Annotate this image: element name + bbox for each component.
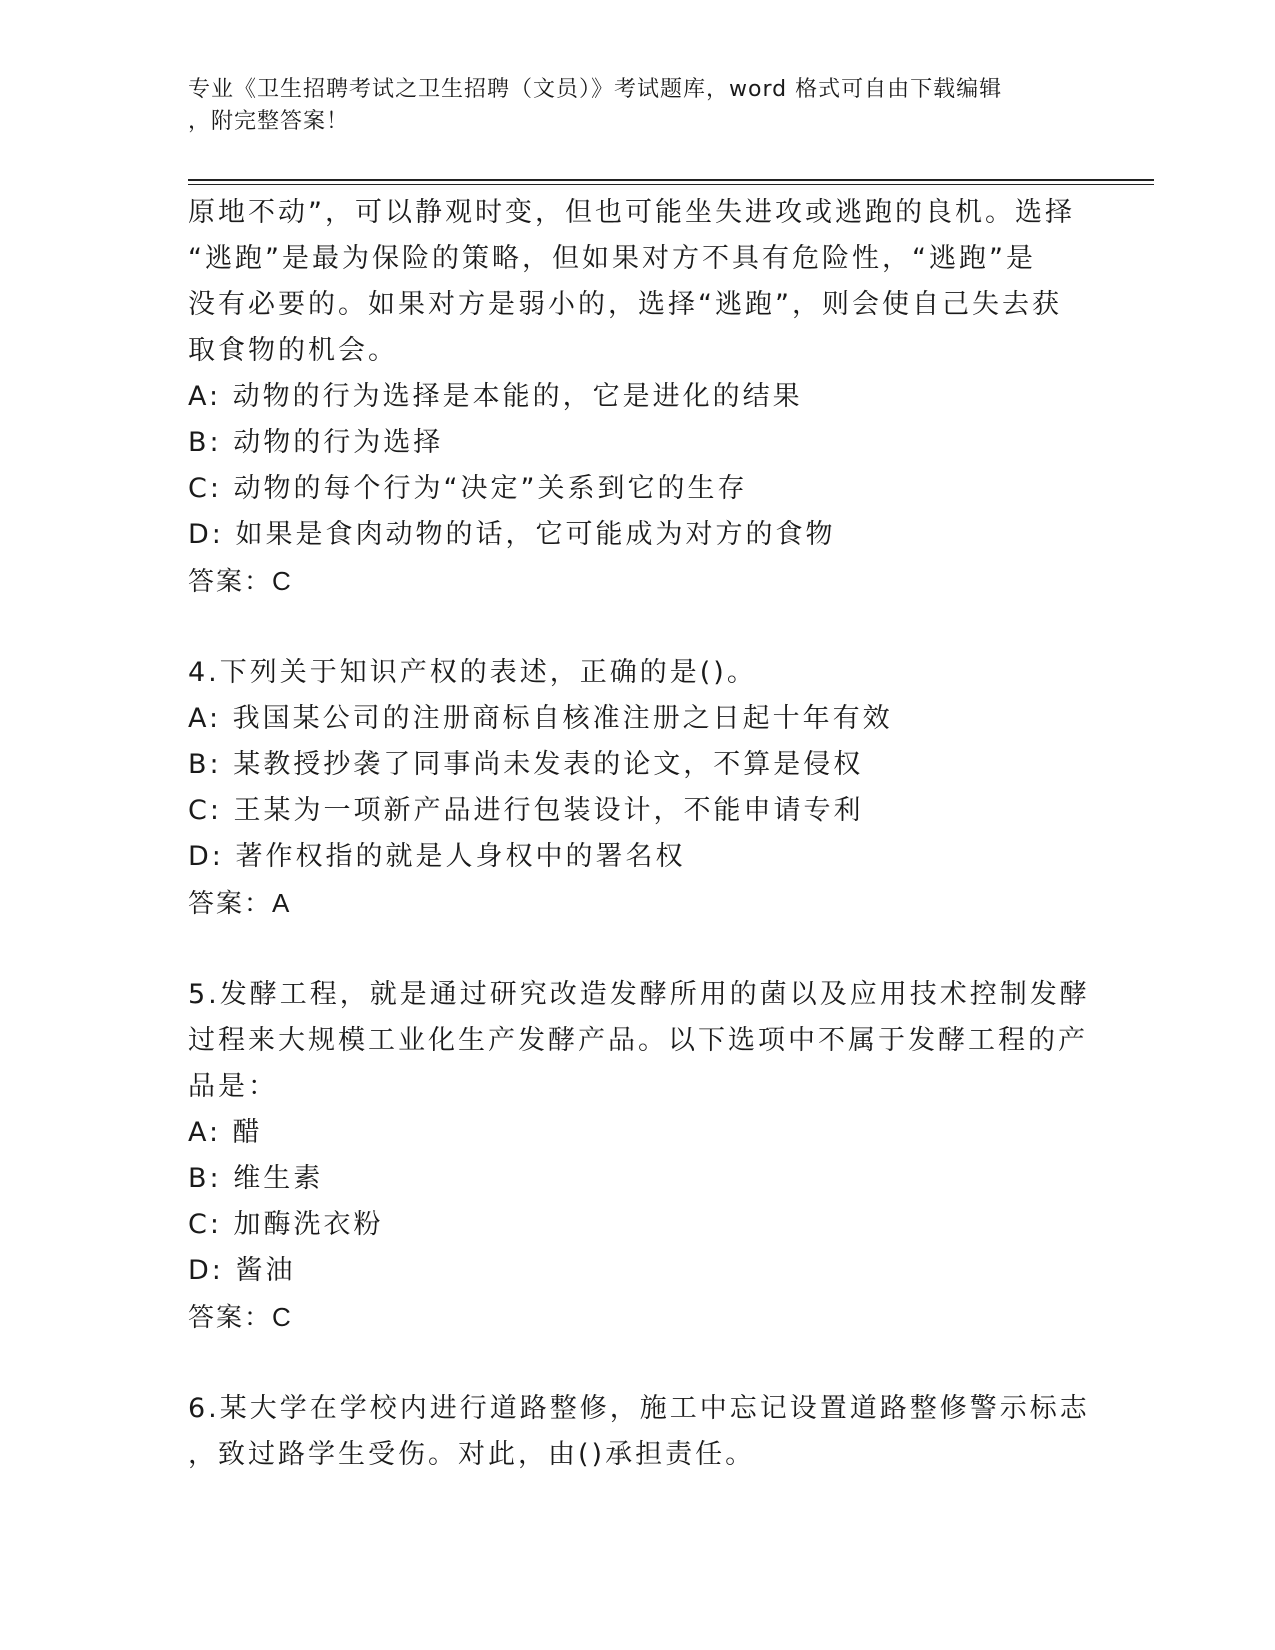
page-header [188,74,1068,138]
option-a: A: 我国某公司的注册商标自核准注册之日起十年有效 [188,703,893,734]
question-stem-line: 5.发酵工程，就是通过研究改造发酵所用的菌以及应用技术控制发酵 [188,979,1090,1010]
option-c: C: 动物的每个行为“决定”关系到它的生存 [188,473,748,504]
question-stem: 4.下列关于知识产权的表述，正确的是()。 [188,657,757,688]
question-stem-line: 品是： [188,1071,278,1102]
header-rule-thick [188,179,1154,181]
question-text-line: 没有必要的。如果对方是弱小的，选择“逃跑”，则会使自己失去获 [188,289,1062,320]
header-line-1: 专业《卫生招聘考试之卫生招聘（文员）》考试题库，word 格式可自由下载编辑 [188,77,1003,102]
option-c: C: 王某为一项新产品进行包装设计，不能申请专利 [188,795,864,826]
option-d: D: 如果是食肉动物的话，它可能成为对方的食物 [188,519,836,550]
header-rule-thin [188,184,1154,185]
question-4 [188,650,1068,926]
option-d: D: 著作权指的就是人身权中的署名权 [188,841,686,872]
answer: 答案：C [188,566,293,596]
option-a: A: 动物的行为选择是本能的，它是进化的结果 [188,381,803,412]
option-d: D: 酱油 [188,1255,296,1286]
answer: 答案：C [188,1302,293,1332]
question-stem-line: 6.某大学在学校内进行道路整修，施工中忘记设置道路整修警示标志 [188,1393,1090,1424]
document-body [188,190,1090,1478]
answer: 答案：A [188,888,292,918]
option-c: C: 加酶洗衣粉 [188,1209,384,1240]
question-5 [188,972,1090,1340]
question-text-line: 取食物的机会。 [188,335,398,366]
option-b: B: 某教授抄袭了同事尚未发表的论文，不算是侵权 [188,749,864,780]
question-text-line: “逃跑”是最为保险的策略，但如果对方不具有危险性，“逃跑”是 [188,243,1036,274]
option-b: B: 维生素 [188,1163,324,1194]
header-line-2: ，附完整答案！ [188,109,350,134]
question-stem-line: 过程来大规模工业化生产发酵产品。以下选项中不属于发酵工程的产 [188,1025,1088,1056]
question-stem-line: ，致过路学生受伤。对此，由()承担责任。 [188,1439,756,1470]
question-3-continuation [188,190,1075,604]
question-text-line: 原地不动”，可以静观时变，但也可能坐失进攻或逃跑的良机。选择 [188,197,1075,228]
question-6 [188,1386,1090,1478]
option-a: A: 醋 [188,1117,263,1148]
option-b: B: 动物的行为选择 [188,427,444,458]
